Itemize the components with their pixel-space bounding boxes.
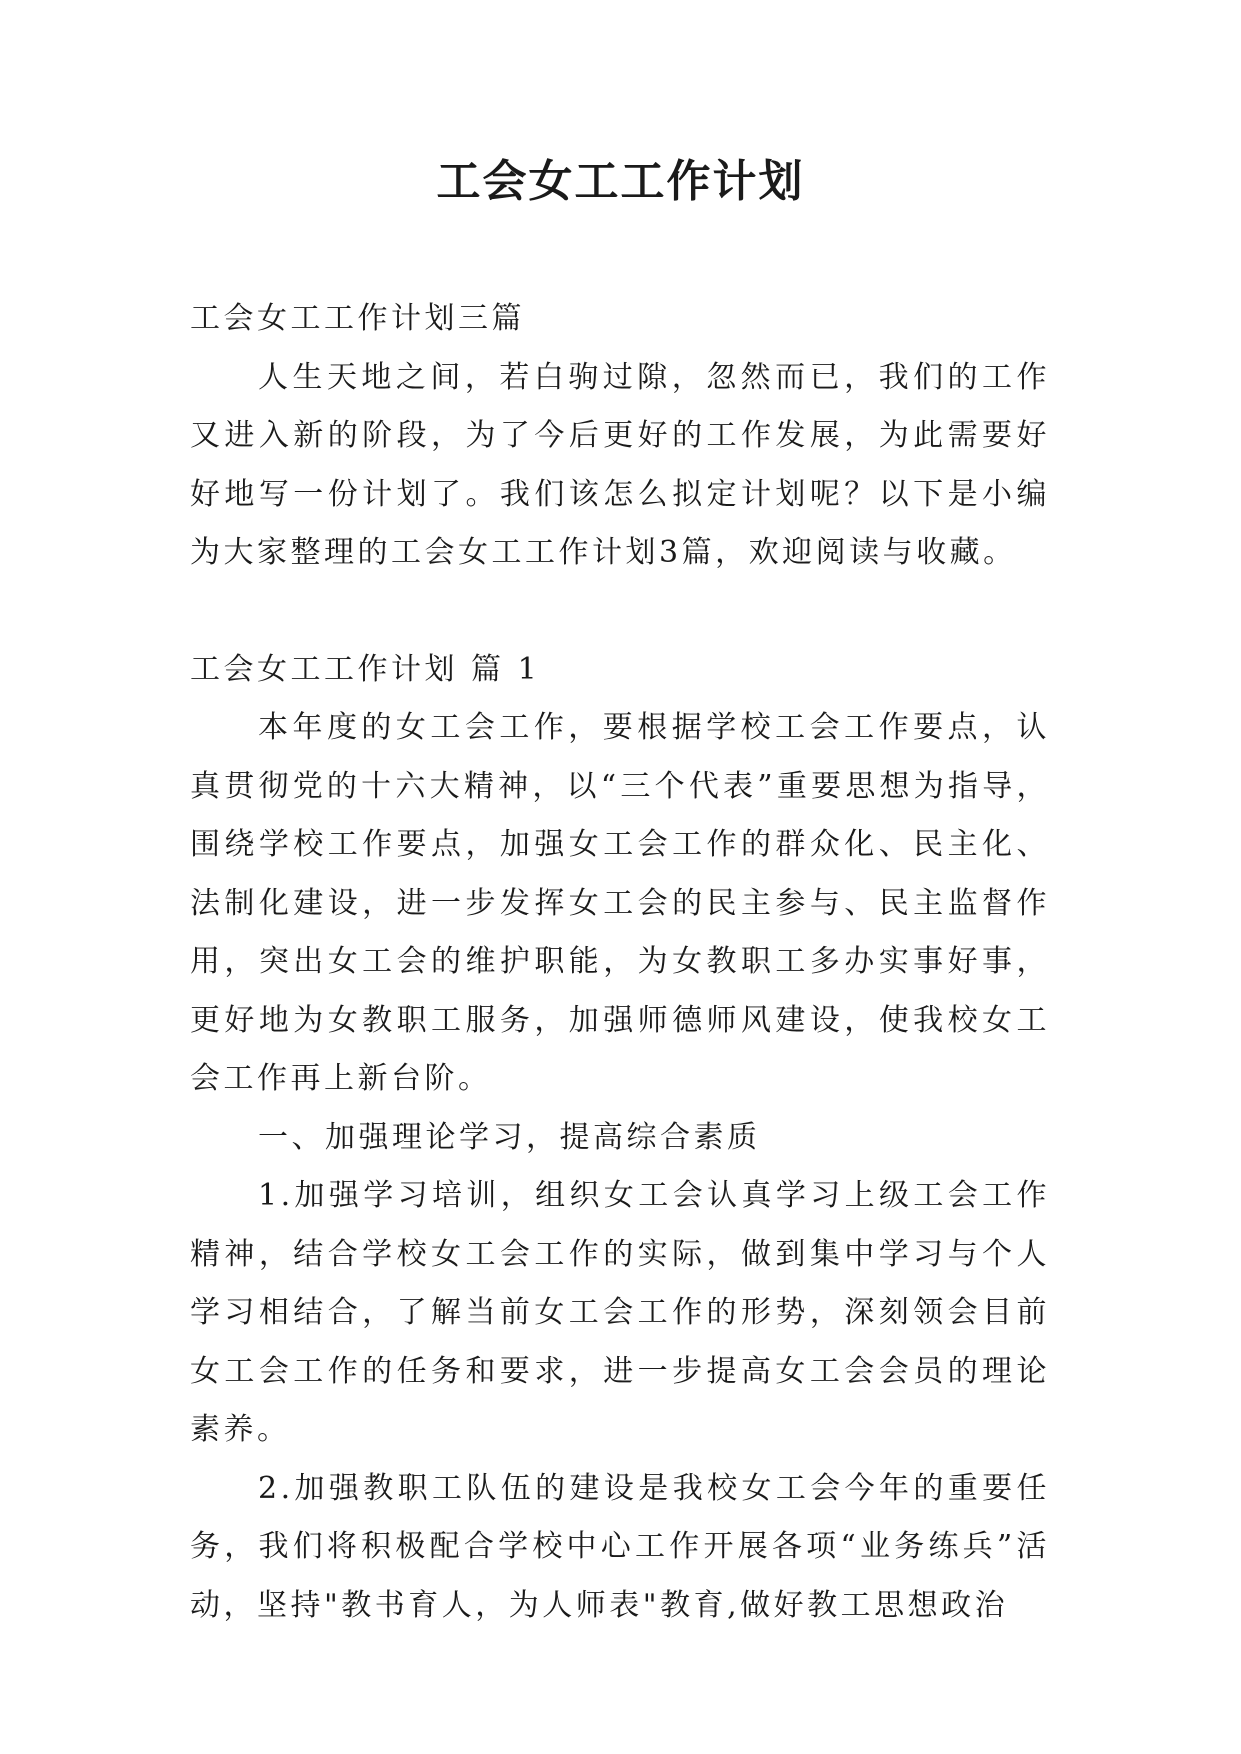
point-heading: 一、加强理论学习，提高综合素质 [258,1119,761,1155]
document-subtitle: 工会女工工作计划三篇 [190,301,525,336]
section-heading: 工会女工工作计划 篇 1 [190,651,541,687]
section-paragraph: 本年度的女工会工作，要根据学校工会工作要点，认真贯彻党的十六大精神，以“三个代表”重要思想为指导，围绕学校工作要点，加强女工会工作的群众化、民主化、法制化建设，进一步发挥女工会的民主参与、民主监督作用，突出女工会的维护职能，为女教职工多办实事好事，更好地为女教职工服务，加强师德师风建设，使我校女工会工作再上新台阶。 [190,710,1050,1096]
document-title: 工会女工工作计划 [436,156,805,207]
list-item-1: 1.加强学习培训，组织女工会认真学习上级工会工作精神，结合学校女工会工作的实际，做到集中学习与个人学习相结合，了解当前女工会工作的形势，深刻领会目前女工会工作的任务和要求，进一步提高女工会会员的理论素养。 [190,1178,1050,1447]
document-body [190,290,1050,1635]
paragraph-spacer [190,583,1050,641]
intro-paragraph: 人生天地之间，若白驹过隙，忽然而已，我们的工作又进入新的阶段，为了今后更好的工作发展，为此需要好好地写一份计划了。我们该怎么拟定计划呢？以下是小编为大家整理的工会女工工作计划3篇，欢迎阅读与收藏。 [190,359,1050,570]
list-item-2: 2.加强教职工队伍的建设是我校女工会今年的重要任务，我们将积极配合学校中心工作开展各项“业务练兵”活动，坚持"教书育人，为人师表"教育,做好教工思想政治 [190,1470,1050,1623]
